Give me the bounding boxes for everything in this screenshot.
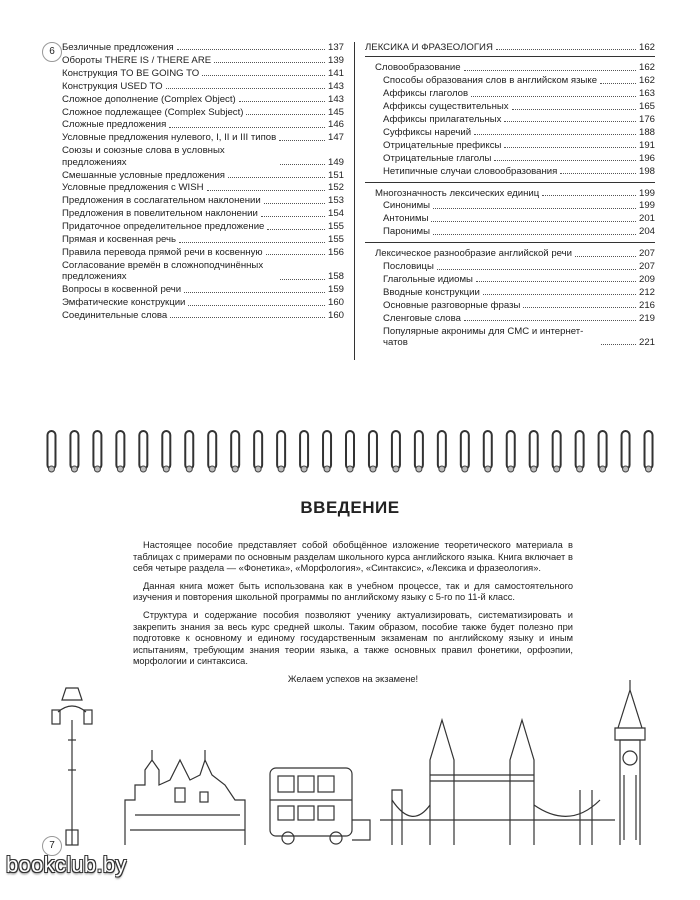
castle-icon [125, 750, 245, 845]
toc-entry-page: 160 [327, 297, 344, 309]
toc-entry [62, 94, 344, 105]
toc-entry-title: Соединительные слова [62, 310, 168, 322]
toc-group-heading-title: Многозначность лексических единиц [375, 187, 540, 199]
toc-entry [62, 284, 344, 295]
toc-entry [62, 170, 344, 181]
toc-entry-page: 146 [327, 119, 344, 131]
toc-entry-page: 159 [327, 284, 344, 296]
toc-entry [62, 310, 344, 321]
toc-entry-title: Конструкция TO BE GOING TO [62, 67, 200, 79]
toc-entry-page: 149 [327, 156, 344, 168]
ring-icon [116, 431, 124, 472]
toc-entry-page: 207 [638, 261, 655, 273]
toc-entry-title: Сленговые слова [383, 312, 461, 324]
toc-group [365, 188, 655, 244]
toc-entry-title: Паронимы [383, 226, 431, 238]
toc-section-heading [365, 42, 655, 57]
toc-entry [365, 261, 655, 272]
toc-entry [62, 260, 344, 283]
toc-entry-page: 163 [638, 88, 655, 100]
toc-entry-title: Условные предложения с WISH [62, 182, 204, 194]
toc-entry-title: Отрицательные глаголы [383, 152, 492, 164]
toc-entry-page: 137 [327, 42, 344, 53]
toc-entry [62, 247, 344, 258]
intro-paragraph-3: Структура и содержание пособия позволяют ученику актуализировать, систематизировать и закрепить знания за весь курс средней школы. Таким образом, пособие также будет полезно при подготовке к основному и единому государственным экзаменам по английскому языку и иным испытаниям, требующим знания теории языка, а также основных правил фонетики, орфоэпии, морфологии и синтаксиса. [133, 609, 573, 667]
toc-entry [365, 153, 655, 164]
toc-entry-page: 162 [638, 75, 655, 87]
ring-icon [162, 431, 170, 472]
toc-entry [62, 195, 344, 206]
toc-entry [365, 166, 655, 177]
page-number-bottom: 7 [42, 836, 62, 856]
toc-entry [365, 274, 655, 285]
toc-entry [62, 55, 344, 66]
toc-entry-title: Способы образования слов в английском языке [383, 75, 598, 87]
toc-entry-title: Предложения в повелительном наклонении [62, 208, 258, 220]
toc-entry-title: Синонимы [383, 200, 431, 212]
ring-icon [438, 431, 446, 472]
street-lamp-icon [52, 688, 92, 845]
toc-entry-page: 158 [327, 271, 344, 283]
toc-entry-title: Безличные предложения [62, 42, 174, 53]
ring-icon [70, 431, 78, 472]
ring-icon [277, 431, 285, 472]
ring-icon [645, 431, 653, 472]
toc-entry-title: Пословицы [383, 261, 434, 273]
toc-section-page: 162 [638, 42, 655, 53]
ring-icon [622, 431, 630, 472]
london-landmarks-illustration [40, 680, 660, 855]
toc-entry [62, 182, 344, 193]
toc-group [365, 62, 655, 182]
toc-entry-title: Союзы и союзные слова в условных предложениях [62, 145, 225, 168]
ring-icon [323, 431, 331, 472]
toc-entry-title: Сложные предложения [62, 119, 167, 131]
toc-entry [365, 313, 655, 324]
toc-entry-title: Правила перевода прямой речи в косвенную [62, 247, 263, 258]
toc-group-heading-page: 199 [638, 187, 655, 199]
ring-icon [599, 431, 607, 472]
toc-entry-page: 143 [327, 80, 344, 92]
toc-entry-page: 191 [638, 139, 655, 151]
ring-icon [392, 431, 400, 472]
toc-section-title: ЛЕКСИКА И ФРАЗЕОЛОГИЯ [365, 42, 493, 53]
toc-entry-title: Нетипичные случаи словообразования [383, 165, 558, 177]
toc-entry-title: Основные разговорные фразы [383, 299, 521, 311]
toc-entry-title: Популярные акронимы для СМС и интернет-чатов [383, 325, 584, 349]
toc-entry-title: Согласование времён в сложноподчинённых предложениях [62, 259, 264, 283]
toc-entry-title: Обороты THERE IS / THERE ARE [62, 54, 212, 66]
toc-entry-page: 165 [638, 101, 655, 113]
toc-entry-page: 155 [327, 221, 344, 233]
toc-entry-title: Эмфатические конструкции [62, 297, 186, 309]
toc-entry-page: 204 [638, 226, 655, 238]
toc-entry [365, 127, 655, 138]
toc-entry-page: 156 [327, 247, 344, 258]
toc-entry-title: Смешанные условные предложения [62, 169, 225, 181]
toc-entry [62, 234, 344, 245]
ring-icon [47, 431, 55, 472]
ring-icon [231, 431, 239, 472]
spiral-binding-icon [40, 427, 660, 477]
page-title: ВВЕДЕНИЕ [300, 498, 400, 517]
toc-entry-page: 151 [327, 169, 344, 181]
toc-entry-title: Аффиксы прилагательных [383, 114, 502, 126]
toc-entry [62, 221, 344, 232]
ring-icon [300, 431, 308, 472]
toc-entry-title: Аффиксы существительных [383, 101, 509, 113]
ring-icon [139, 431, 147, 472]
page-number-top: 6 [42, 42, 62, 62]
toc-entry-page: 209 [638, 274, 655, 285]
toc-group-heading-page: 207 [638, 248, 655, 260]
toc-entry [365, 101, 655, 112]
toc-entry-title: Антонимы [383, 213, 429, 225]
tower-bridge-icon [380, 720, 615, 845]
toc-entry-title: Глагольные идиомы [383, 274, 473, 285]
toc-entry-page: 199 [638, 200, 655, 212]
ring-icon [507, 431, 515, 472]
toc-entry-page: 139 [327, 54, 344, 66]
toc-entry-title: Придаточное определительное предложение [62, 221, 265, 233]
toc-right-column [365, 42, 655, 358]
toc-entry-title: Вопросы в косвенной речи [62, 284, 182, 296]
toc-entry-title: Прямая и косвенная речь [62, 234, 177, 246]
ring-icon [185, 431, 193, 472]
toc-entry [365, 226, 655, 237]
ring-icon [576, 431, 584, 472]
toc-group-heading [365, 62, 655, 73]
toc-entry [62, 68, 344, 79]
toc-entry-title: Отрицательные префиксы [383, 139, 502, 151]
ring-icon [369, 431, 377, 472]
toc-entry-title: Сложное подлежащее (Complex Subject) [62, 106, 244, 118]
toc-entry-page: 176 [638, 114, 655, 126]
ring-icon [553, 431, 561, 472]
toc-entry [365, 140, 655, 151]
toc-left-column [62, 42, 355, 360]
toc-group-heading-title: Лексическое разнообразие английской речи [375, 248, 573, 260]
toc-entry-page: 219 [638, 312, 655, 324]
ring-icon [208, 431, 216, 472]
toc-entry-title: Сложное дополнение (Complex Object) [62, 93, 236, 105]
intro-text [133, 540, 573, 692]
toc-group-heading-page: 162 [638, 62, 655, 74]
toc-group-heading [365, 248, 655, 259]
toc-group [365, 248, 655, 353]
toc-entry-title: Вводные конструкции [383, 286, 480, 298]
toc-entry [62, 208, 344, 219]
toc-entry [365, 114, 655, 125]
ring-icon [93, 431, 101, 472]
toc-entry [365, 88, 655, 99]
big-ben-icon [615, 680, 645, 845]
toc-entry-page: 152 [327, 182, 344, 194]
ring-icon [461, 431, 469, 472]
toc-entry-page: 145 [327, 106, 344, 118]
ring-icon [254, 431, 262, 472]
double-decker-bus-icon [270, 768, 370, 844]
toc-entry-page: 143 [327, 93, 344, 105]
toc-entry [62, 42, 344, 53]
toc-entry-page: 188 [638, 126, 655, 138]
toc-entry-page: 147 [327, 132, 344, 144]
ring-icon [530, 431, 538, 472]
toc-entry-title: Конструкция USED TO [62, 80, 163, 92]
watermark-text: bookclub.by [6, 852, 127, 877]
toc-entry [62, 297, 344, 308]
ring-icon [415, 431, 423, 472]
toc-entry [365, 75, 655, 86]
toc-entry-title: Аффиксы глаголов [383, 88, 469, 100]
toc-entry-page: 155 [327, 234, 344, 246]
toc-entry [365, 287, 655, 298]
ring-icon [484, 431, 492, 472]
toc-entry-page: 160 [327, 310, 344, 322]
toc-entry-page: 198 [638, 165, 655, 177]
toc-entry-page: 153 [327, 195, 344, 207]
toc-entry [62, 107, 344, 118]
toc-entry [62, 119, 344, 130]
toc-entry-page: 216 [638, 299, 655, 311]
toc-entry-page: 141 [327, 67, 344, 79]
toc-entry [365, 300, 655, 311]
toc-entry-page: 196 [638, 152, 655, 164]
toc-entry [365, 213, 655, 224]
toc-entry [365, 326, 655, 349]
toc-entry-title: Предложения в сослагательном наклонении [62, 195, 261, 207]
toc-group-heading-title: Словообразование [375, 62, 461, 74]
ring-icon [346, 431, 354, 472]
intro-closing: Желаем успехов на экзамене! [287, 673, 419, 684]
toc-entry-page: 212 [638, 286, 655, 298]
toc-entry [62, 132, 344, 143]
toc-entry-title: Условные предложения нулевого, I, II и III типов [62, 132, 277, 144]
toc-entry-page: 201 [638, 213, 655, 225]
intro-paragraph-1: Настоящее пособие представляет собой обобщённое изложение теоретического материала в таблицах с примерами по основным разделам школьного курса английского языка. Книга включает в себя четыре раздела — «Фонетика», «Морфология», «Синтаксис», «Лексика и фразеология». [133, 540, 573, 574]
toc-entry-title: Суффиксы наречий [383, 126, 472, 138]
intro-paragraph-2: Данная книга может быть использована как в учебном процессе, так и для самостоятельного изучения и повторения школьной программы по английскому языку с 5-го по 11-й класс. [133, 580, 573, 603]
toc-entry-page: 154 [327, 208, 344, 220]
toc-entry [62, 145, 344, 168]
toc-entry [365, 200, 655, 211]
toc-entry-page: 221 [638, 337, 655, 349]
toc-group-heading [365, 188, 655, 199]
toc-entry [62, 81, 344, 92]
